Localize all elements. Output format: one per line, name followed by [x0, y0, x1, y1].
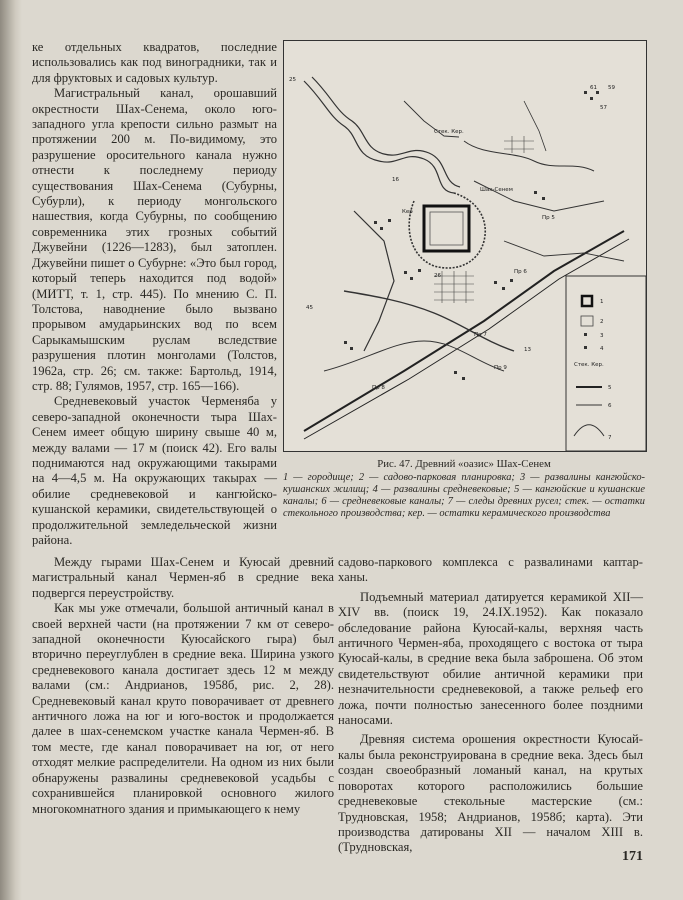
label-45: 45: [306, 305, 313, 311]
label-pr6: Пр 6: [514, 269, 527, 275]
label-59: 59: [608, 85, 615, 91]
paragraph: Между гырами Шах-Сенем и Куюсай древний магистральный канал Чермен-яб в средние века подвергся переустройству.: [32, 555, 334, 600]
label-26: 26: [434, 273, 441, 279]
paragraph: Подъемный материал датируется керамикой XII—XIV вв. (поиск 19, 24.IX.1952). Как показало обследование района Куюсай-калы, верхняя часть античного Чермен-яба, проходящего с востока от тыра Куюсай-калы, в средние века была заброшена. Об этом свидетельствуют обилие античной керамики при незначительности средневековой, а также рельеф его ложа, почти полностью занесенного более поздними наносами.: [338, 589, 643, 728]
figure-caption: [283, 458, 645, 520]
label-kerg: Кер: [402, 209, 413, 215]
label-pr5: Пр 5: [542, 215, 555, 221]
label-57: 57: [600, 105, 607, 111]
legend-6: 6: [608, 403, 612, 409]
legend-4: 4: [600, 346, 604, 352]
figure-title: Рис. 47. Древний «оазис» Шах-Сенем: [377, 458, 551, 470]
label-61: 61: [590, 85, 597, 91]
oasis-map-drawing: [284, 41, 646, 451]
legend-3: 3: [600, 333, 604, 339]
label-shah-senem: Шах-Сенем: [480, 187, 513, 193]
label-pr8: Пр 8: [372, 385, 385, 391]
label-13: 13: [524, 347, 531, 353]
paragraph: Магистральный канал, орошавший окрестности Шах-Сенема, около юго-западного угла крепости сильно размыт на протяжении 200 м. По-видимому, это разрушение оросительного канала нужно отнести к последнему периоду существования Шах-Сенема (Субурны, Субурли), к периоду монгольского нашествия, когда Субурны, по сообщению современника этих грозных событий Джувейни (1226—1283), был затоплен. Джувейни пишет о Субурне: «Это был город, который теперь находится под водой» (МИТТ, т. 1, стр. 445). По мнению С. П. Толстова, наводнение было вызвано прорывом амударьинских вод по всем Сарыкамышским руслам вследствие разрушения плотин монголами (Толстов, 1962а, стр. 26; см. также: Бартольд, 1914, стр. 88; Гулямов, 1957, стр. 165—166).: [32, 86, 277, 393]
label-stek-ker-legend: Стек. Кер.: [574, 362, 604, 368]
label-stek-ker: Стек. Кер.: [434, 129, 464, 135]
label-pr7: Пр 7: [474, 332, 487, 338]
label-pr9: Пр 9: [494, 365, 507, 371]
paragraph: Древняя система орошения окрестности Куюсай-калы была реконструирована в средние века. Здесь был создан своеобразный ломаный канал, на крутых поворотах которого расположились большие средневековые стекольные мастерские (см.: Трудновская, 1958; Андрианов, 1958б; карта). Эти производства датированы XII — началом XIII в. (Трудновская,: [338, 732, 643, 855]
legend-2: 2: [600, 319, 604, 325]
lower-right-text-column: [338, 555, 643, 860]
label-16: 16: [392, 177, 399, 183]
figure-map: [283, 40, 647, 452]
shah-senem-fortress: [409, 193, 485, 268]
paragraph: садово-паркового комплекса с развалинами каптар-ханы.: [338, 555, 643, 585]
left-text-column: [32, 40, 277, 548]
figure-legend-text: 1 — городище; 2 — садово-парковая планировка; 3 — развалины кангюйско-кушанских жилищ; 4 — развалины средневековые; 5 — кангюйские и кушанские каналы; 6 — средневековые каналы; 7 — следы древних русел; стек. — остатки стекольного производства; кер. — остатки керамического производства: [283, 472, 645, 519]
legend-5: 5: [608, 385, 612, 391]
paragraph: Средневековый участок Черменяба у северо-западной оконечности тыра Шах-Сенем имеет общую ширину свыше 40 м, между валами — 17 м (поиск 42). Его валы поднимаются над окружающими такырами на 4—4,5 м. На окружающих такырах — обилие средневековой и кангюйско-кушанской керамики, свидетельствующей о продолжительной земледельческой жизни района.: [32, 394, 277, 547]
paragraph: ке отдельных квадратов, последние использовались как под виноградники, так и для фруктовых и садовых культур.: [32, 40, 277, 85]
legend-7: 7: [608, 435, 612, 441]
legend-1: 1: [600, 299, 604, 305]
page-gutter-shadow: [0, 0, 22, 900]
label-25: 25: [289, 77, 296, 83]
lower-left-text-column: [32, 555, 334, 817]
paragraph: Как мы уже отмечали, большой античный канал в своей верхней части (на протяжении 7 км от северо-западной оконечности Куюсайского гыра) был вторично переуглублен в средние века. Ширина узкого средневекового канала достигает здесь 12 м между валами (см.: Андрианов, 1958б, рис. 2, 28). Средневековый канал круто поворачивает от древнего античного ложа на юг и юго-восток и продолжается далее в шах-сенемском участке канала Чермен-яб. В том месте, где канал поворачивает на юг, от него отходят мелкие распределители. На одном из них были обнаружены развалины средневековой усадьбы с сохранившейся планировкой основного жилого многокомнатного здания и примыкающего к нему: [32, 601, 334, 816]
page-number: 171: [622, 849, 643, 864]
